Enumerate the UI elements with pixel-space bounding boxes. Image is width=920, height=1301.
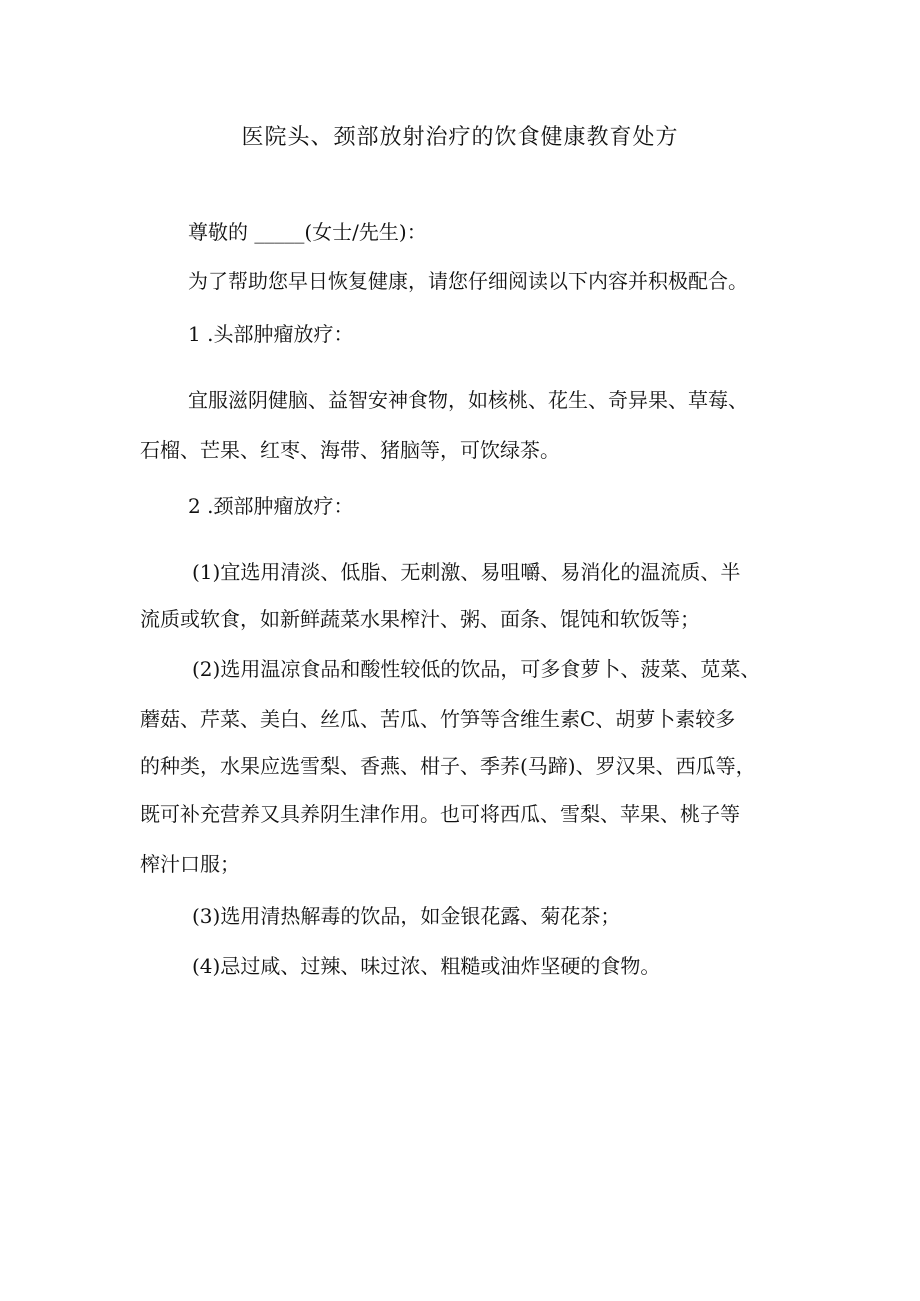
item2-line-1: (2)选用温凉食品和酸性较低的饮品，可多食萝卜、菠菜、苋菜、 [192,657,761,681]
section1-line-2: 石榴、芒果、红枣、海带、猪脑等，可饮绿茶。 [140,438,560,462]
item3-line: (3)选用清热解毒的饮品，如金银花露、菊花茶； [192,904,621,928]
item1-line-2: 流质或软食，如新鲜蔬菜水果榨汁、粥、面条、馄饨和软饭等； [140,607,700,631]
item2-line-3: 的种类，水果应选雪梨、香燕、柑子、季荞(马蹄)、罗汉果、西瓜等， [140,754,756,778]
greeting: 尊敬的 _____(女士/先生)： [188,220,427,244]
section2-heading: 2 .颈部肿瘤放疗： [188,494,354,518]
intro-paragraph: 为了帮助您早日恢复健康，请您仔细阅读以下内容并积极配合。 [188,269,748,293]
section1-line-1: 宜服滋阴健脑、益智安神食物，如核桃、花生、奇异果、草莓、 [188,388,748,412]
section1-heading: 1 .头部肿瘤放疗： [188,322,354,346]
item2-line-2: 蘑菇、芹菜、美白、丝瓜、苦瓜、竹笋等含维生素C、胡萝卜素较多 [140,707,736,731]
item2-line-4: 既可补充营养又具养阴生津作用。也可将西瓜、雪梨、苹果、桃子等 [140,802,740,826]
item1-line-1: (1)宜选用清淡、低脂、无刺激、易咀嚼、易消化的温流质、半 [192,560,741,584]
item4-line: (4)忌过咸、过辣、味过浓、粗糙或油炸坚硬的食物。 [192,954,661,978]
document-title: 医院头、颈部放射治疗的饮食健康教育处方 [241,125,679,150]
item2-line-5: 榨汁口服； [140,852,240,876]
